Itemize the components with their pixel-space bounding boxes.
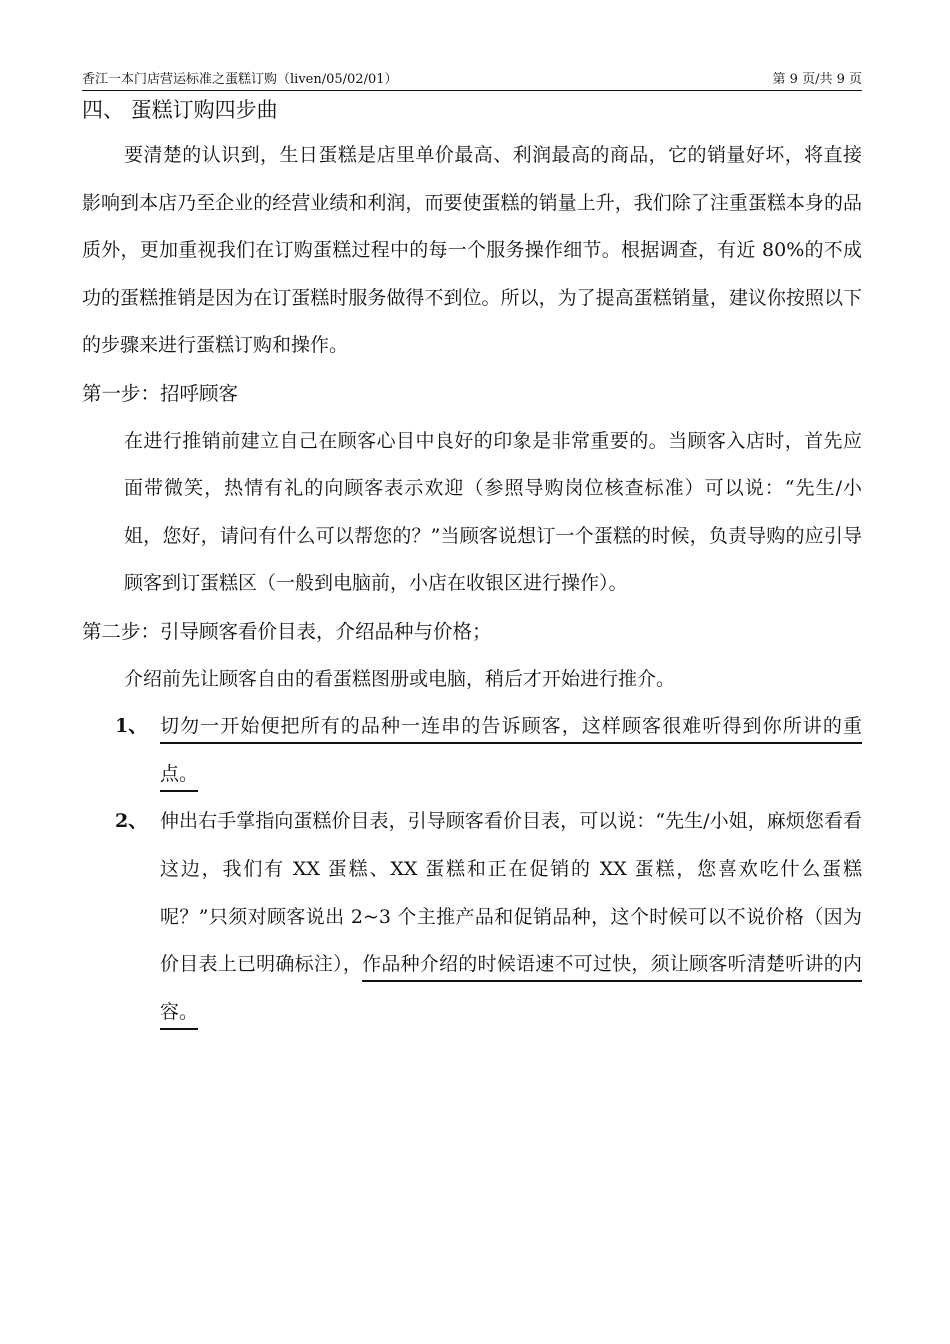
section-heading: 四、 蛋糕订购四步曲 bbox=[82, 98, 278, 122]
step-one-heading: 第一步：招呼顾客 bbox=[82, 381, 239, 405]
list-item-underlined-text: 作品种介绍的时候语速不可过快，须让顾客听清楚听讲的内容。 bbox=[160, 953, 862, 1023]
list-item-number: 1、 bbox=[115, 715, 148, 738]
document-body bbox=[82, 88, 862, 1036]
step-two-paragraph: 介绍前先让顾客自由的看蛋糕图册或电脑，稍后才开始进行推介。 bbox=[124, 667, 676, 690]
step-one-paragraph: 在进行推销前建立自己在顾客心目中良好的印象是非常重要的。当顾客入店时，首先应面带微笑，热情有礼的向顾客表示欢迎（参照导购岗位核查标准）可以说：“先生/小姐，您好，请问有什么可以帮您的？”当顾客说想订一个蛋糕的时候，负责导购的应引导顾客到订蛋糕区（一般到电脑前，小店在收银区进行操作）。 bbox=[124, 429, 862, 595]
header-document-title: 香江一本门店营运标准之蛋糕订购（liven/05/02/01） bbox=[82, 72, 398, 87]
list-item-underlined-text: 切勿一开始便把所有的品种一连串的告诉顾客，这样顾客很难听得到你所讲的重点。 bbox=[160, 715, 862, 785]
list-item bbox=[82, 798, 862, 1036]
step-two-heading: 第二步：引导顾客看价目表，介绍品种与价格； bbox=[82, 619, 492, 643]
list-item bbox=[82, 703, 862, 798]
header-page-number: 第 9 页/共 9 页 bbox=[772, 72, 862, 87]
intro-paragraph: 要清楚的认识到，生日蛋糕是店里单价最高、利润最高的商品，它的销量好坏，将直接影响到本店乃至企业的经营业绩和利润，而要使蛋糕的销量上升，我们除了注重蛋糕本身的品质外，更加重视我们在订购蛋糕过程中的每一个服务操作细节。根据调查，有近 80%的不成功的蛋糕推销是因为在订蛋糕时服务做得不到位。所以，为了提高蛋糕销量，建议你按照以下的步骤来进行蛋糕订购和操作。 bbox=[82, 144, 862, 357]
list-item-text: 伸出右手掌指向蛋糕价目表，引导顾客看价目表，可以说：“先生/小姐，麻烦您看看这边，我们有 XX 蛋糕、XX 蛋糕和正在促销的 XX 蛋糕，您喜欢吃什么蛋糕呢？”只须对顾客说出 2~3 个主推产品和促销品种，这个时候可以不说价格（因为价目表上已明确标注）， bbox=[160, 810, 862, 976]
list-item-number: 2、 bbox=[115, 810, 148, 833]
